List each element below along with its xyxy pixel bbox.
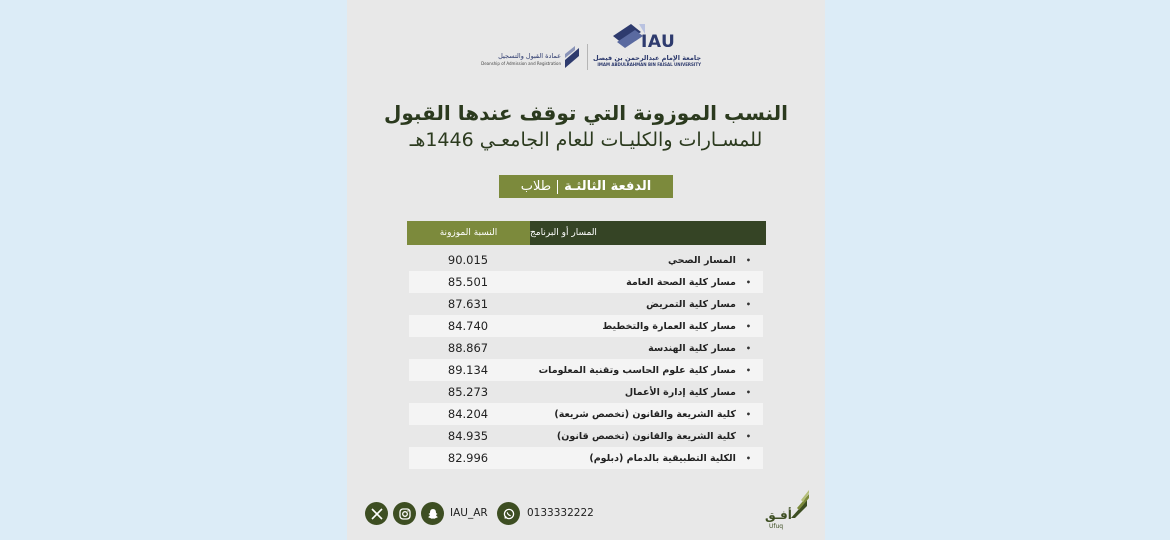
iau-logo [591,20,701,68]
page-title-line2: للمسـارات والكليـات للعام الجامعـي 1446هـ [409,129,763,151]
row-program: • المسار الصحي [527,255,763,266]
row-program: • مسار كلية علوم الحاسب وتقنية المعلومات [527,365,763,376]
row-program: • مسار كلية التمريض [527,299,763,310]
deanship-logo [469,44,579,72]
table-row [409,425,763,447]
table-row [409,447,763,469]
page-title-line1: النسب الموزونة التي توقف عندها القبول [383,101,789,125]
x-twitter-icon[interactable] [365,502,388,525]
batch-separator [557,180,558,194]
row-program: • مسار كلية الصحة العامة [527,277,763,288]
row-score: 87.631 [447,297,489,311]
logo-divider [587,44,588,70]
row-score: 89.134 [447,363,489,377]
batch-label: الدفعة الثالثـة [564,179,652,194]
batch-group: طلاب [520,179,552,194]
table-row [409,381,763,403]
ufuq-brand-ar: أفـق [765,508,792,522]
row-score: 85.273 [447,385,489,399]
table-row [409,293,763,315]
table-row [409,359,763,381]
phone-number[interactable]: 0133332222 [527,507,594,519]
table-row [409,337,763,359]
row-program: • كلية الشريعة والقانون (تخصص قانون) [527,431,763,442]
column-header-program: المسار أو البرنامج [530,221,766,245]
batch-badge [499,175,673,198]
deanship-mark-icon [565,46,579,68]
announcement-card [347,0,825,540]
row-score: 90.015 [447,253,489,267]
table-row [409,403,763,425]
instagram-icon[interactable] [393,502,416,525]
table-row [409,271,763,293]
deanship-name-en: Deanship of Admission and Registration [481,61,561,66]
iau-logo-text: IAU [641,32,676,52]
row-program: • الكلية التطبيقية بالدمام (دبلوم) [527,453,763,464]
university-name-en: IMAM ABDULRAHMAN BIN FAISAL UNIVERSITY [597,62,701,67]
row-score: 88.867 [447,341,489,355]
row-program: • مسار كلية الهندسة [527,343,763,354]
column-header-score: النسبة الموزونة [407,221,530,245]
row-program: • مسار كلية إدارة الأعمال [527,387,763,398]
deanship-name-ar: عمادة القبول والتسجيل [498,52,561,60]
table-row [409,249,763,271]
ufuq-brand-en: Ufuq [769,523,784,530]
table-body [409,249,763,469]
social-handle[interactable]: IAU_AR [450,507,488,519]
table-header [407,221,766,245]
ufuq-logo [759,490,813,536]
row-program: • مسار كلية العمارة والتخطيط [527,321,763,332]
row-score: 84.204 [447,407,489,421]
table-row [409,315,763,337]
row-score: 82.996 [447,451,489,465]
university-name-ar: جامعة الإمام عبدالرحمن بن فيصل [593,54,701,62]
snapchat-icon[interactable] [421,502,444,525]
row-score: 84.935 [447,429,489,443]
row-program: • كلية الشريعة والقانون (تخصص شريعة) [527,409,763,420]
whatsapp-icon[interactable] [497,502,520,525]
row-score: 84.740 [447,319,489,333]
row-score: 85.501 [447,275,489,289]
footer [347,488,825,540]
